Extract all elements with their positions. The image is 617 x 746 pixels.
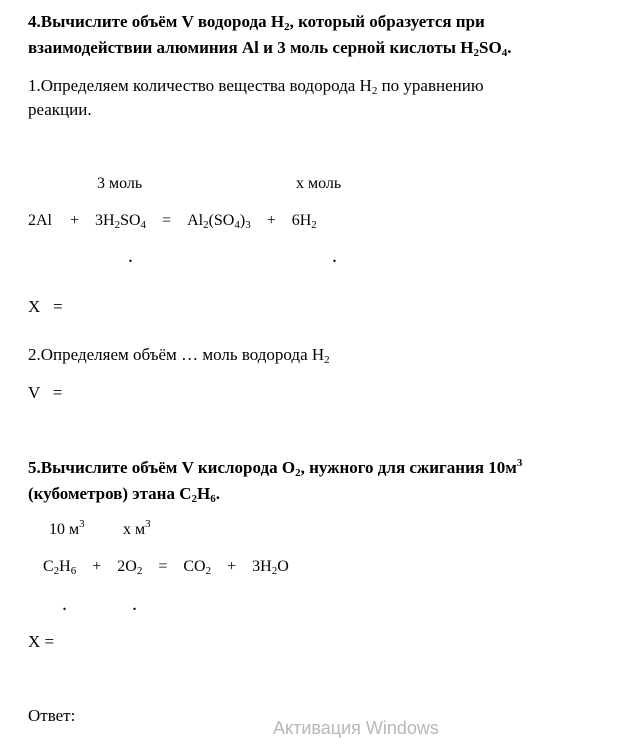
subscript: 6 <box>210 493 216 505</box>
eq-plus: + <box>92 558 102 575</box>
dot: . <box>332 245 337 267</box>
task4-title-text: взаимодействии алюминия Al и 3 моль серной кислоты H <box>28 38 474 57</box>
task4-title-text: SO <box>479 38 502 57</box>
eq-plus: + <box>266 212 276 229</box>
x-equals-line: X = <box>28 297 63 316</box>
label-10-m3: 10 $м^3$ <box>49 518 85 538</box>
eq-h2o: $3H_2O$ <box>252 558 289 577</box>
eq-al2so43: $Al_2(SO_4)_3$ <box>187 212 251 231</box>
label-x-m3: х $м^3$ <box>123 518 151 538</box>
equation-al-h2so4 <box>28 210 317 232</box>
task4-title-line2 <box>28 36 511 60</box>
task5-title-text: (кубометров) этана C <box>28 484 192 503</box>
task4-title-line1 <box>28 10 485 34</box>
eq-h2: $6H_2$ <box>291 212 317 231</box>
label-x-mol: х моль <box>296 175 342 192</box>
subscript: 2 <box>473 47 479 59</box>
eq-equals: = <box>162 212 172 229</box>
eq-o2: $2O_2$ <box>117 558 143 577</box>
step-text: 1.Определяем количество вещества водорода H <box>28 76 372 95</box>
step-text: 2.Определяем объём … моль водорода H <box>28 345 325 364</box>
step2-line <box>28 343 330 367</box>
equation-c2h6-o2 <box>43 556 289 578</box>
eq-plus: + <box>70 212 80 229</box>
task5-title-line2 <box>28 482 220 506</box>
subscript: 2 <box>371 85 378 97</box>
eq-co2: $CO_2$ <box>183 558 212 577</box>
task4-title-text: , который образуется при <box>289 12 485 31</box>
step1-line2: реакции. <box>28 100 92 119</box>
task5-title-text: 5.Вычислите объём V кислорода O <box>28 458 296 477</box>
eq-al: 2Al <box>28 212 52 229</box>
eq-h2so4: $3H_2SO_4$ <box>95 212 147 231</box>
answer-label: Ответ: <box>28 706 76 725</box>
dot: . <box>128 245 133 267</box>
dot: . <box>132 593 137 615</box>
subscript: 2 <box>191 493 197 505</box>
v-equals-line: V = <box>28 383 63 402</box>
step1-line1 <box>28 74 484 98</box>
eq-c2h6: $C_2H_6$ <box>43 558 77 577</box>
step-text: по уравнению <box>377 76 484 95</box>
task4-title-text: . <box>507 38 512 57</box>
subscript: 2 <box>295 467 301 479</box>
eq-plus: + <box>227 558 237 575</box>
label-3-mol: 3 моль <box>97 175 143 192</box>
task4-title-text: 4.Вычислите объём V водорода H <box>28 12 285 31</box>
windows-activation-watermark: Активация Windows <box>273 718 439 738</box>
subscript: 2 <box>324 354 330 366</box>
task5-title-text: H <box>196 484 211 503</box>
task5-title-text: . <box>215 484 220 503</box>
x-equals-line: X = <box>28 632 55 651</box>
task5-title-text: , нужного для сжигания 10м <box>300 458 517 477</box>
dot: . <box>62 593 67 615</box>
subscript: 4 <box>501 47 508 59</box>
eq-equals: = <box>158 558 168 575</box>
task5-title-line1 <box>28 456 522 480</box>
subscript: 2 <box>284 21 290 33</box>
superscript: 3 <box>516 457 523 469</box>
